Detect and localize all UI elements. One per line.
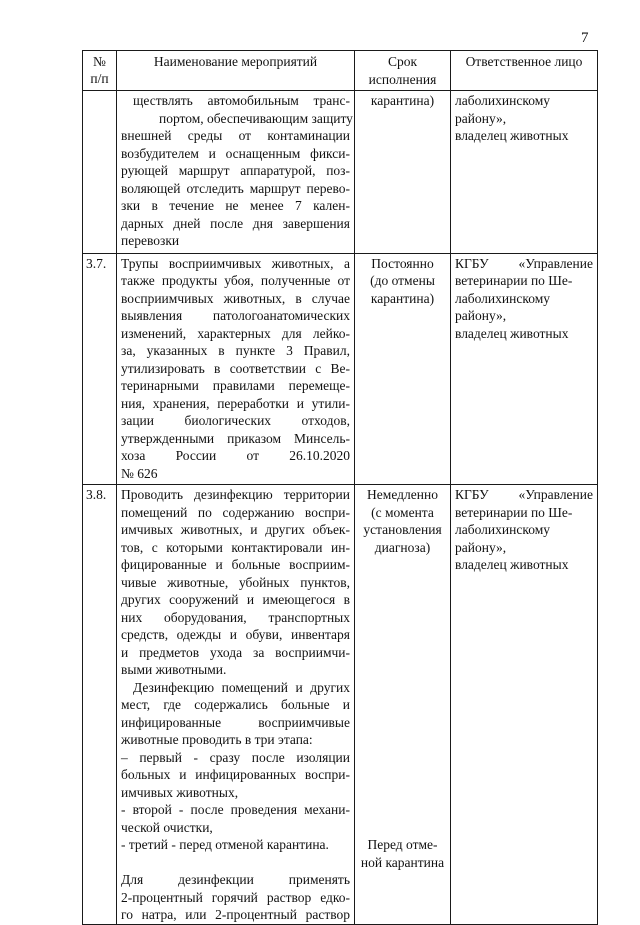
action-line: восприимчивых животных, в случае (121, 290, 350, 306)
action-line: выми животными. (121, 662, 227, 677)
responsible-cell (451, 485, 598, 925)
term-line: (до отмены (370, 273, 435, 288)
action-line: изменений, характерных для лейко- (121, 325, 350, 341)
action-line: за, указанных в пункте 3 Правил, (121, 343, 350, 358)
action-line: средств, одежды и обуви, инвентаря (121, 627, 350, 642)
term-line: Немедленно (367, 487, 438, 502)
action-line: инфицированные восприимчивые (121, 714, 350, 730)
header-term (355, 51, 451, 91)
responsible-line: лаболихинскому (455, 93, 550, 108)
action-line: го натра, или 2-процентный раствор (121, 907, 350, 922)
action-line: возбудителем и оснащенным фикси- (121, 145, 350, 161)
action-line: воляющей отследить маршрут перево- (121, 180, 350, 196)
header-num-line: п/п (90, 71, 109, 86)
action-line: - третий - перед отменой карантина. (121, 837, 329, 852)
action-cell (117, 253, 355, 485)
measures-table (82, 50, 598, 925)
action-line: помещений по содержанию воспри- (121, 504, 350, 520)
action-line: тов, с которыми контактировали ин- (121, 539, 350, 555)
action-line: рующей маршрут аппаратурой, поз- (121, 163, 350, 178)
table-row (83, 91, 598, 254)
action-line: портом, обеспечивающим защиту (159, 110, 353, 126)
blank-line (121, 854, 350, 872)
row-number (83, 91, 117, 254)
action-line: зки в течение не менее 7 кален- (121, 198, 350, 213)
action-line: зации биологических отходов, (121, 413, 350, 428)
term-line: диагноза) (374, 539, 431, 555)
header-term-line: Срок (387, 54, 418, 69)
action-line: Дезинфекцию помещений и других (133, 679, 350, 695)
term-spacer (359, 556, 446, 836)
responsible-line: району», (455, 110, 507, 126)
action-line: теринарными правилами перемеще- (121, 378, 350, 393)
action-line: них оборудования, транспортных (121, 609, 350, 625)
action-line: животные проводить в три этапа: (121, 732, 313, 747)
action-line: больных и инфицированных воспри- (121, 767, 350, 782)
responsible-cell (451, 253, 598, 485)
responsible-line: владелец животных (455, 557, 569, 572)
action-line: имчивых животных, и других объек- (121, 522, 350, 537)
responsible-cell (451, 91, 598, 254)
action-line: ществлять автомобильным транс- (133, 93, 350, 108)
action-line: Трупы восприимчивых животных, а (121, 255, 350, 271)
responsible-line: владелец животных (455, 325, 569, 341)
header-term-line: исполнения (368, 71, 437, 87)
term-cell (355, 253, 451, 485)
action-line: - второй - после проведения механи- (121, 802, 350, 817)
table-header-row (83, 51, 598, 91)
term-cell (355, 91, 451, 254)
action-line: фицированные и больные восприим- (121, 557, 350, 572)
term-line: ной карантина (360, 854, 445, 870)
header-num (83, 51, 117, 91)
action-line: утвержденными приказом Минсель- (121, 430, 350, 446)
responsible-line: владелец животных (455, 128, 569, 143)
row-number: 3.8. (83, 485, 117, 925)
term-line: Перед отме- (367, 837, 438, 852)
action-cell (117, 485, 355, 925)
responsible-line: ветеринарии по Ше- (455, 273, 573, 288)
action-line: № 626 (121, 465, 158, 481)
action-line: мест, где содержались больные и (121, 697, 350, 712)
header-num-line: № (93, 54, 106, 69)
header-action: Наименование мероприятий (117, 51, 355, 91)
responsible-line: району», (455, 539, 507, 555)
action-line: и предметов ухода за восприимчи- (121, 644, 350, 660)
header-responsible: Ответственное лицо (451, 51, 598, 91)
action-line: Для дезинфекции применять (121, 872, 350, 887)
responsible-line: лаболихинскому (455, 522, 550, 537)
page-number: 7 (581, 30, 589, 46)
action-line: дарных дней после дня завершения (121, 215, 350, 231)
responsible-line: КГБУ «Управление (455, 255, 593, 271)
responsible-line: лаболихинскому (455, 290, 550, 306)
term-line: карантина) (370, 93, 435, 108)
term-line: Постоянно (371, 255, 434, 271)
action-line: хоза России от 26.10.2020 (121, 448, 350, 463)
action-line: других сооружений и имеющегося в (121, 592, 350, 607)
action-line: чивые животные, убойных пунктов, (121, 574, 350, 590)
term-line: карантина) (370, 290, 435, 306)
responsible-line: району», (455, 308, 507, 323)
action-line: также продукты убоя, полученные от (121, 273, 350, 288)
action-line: Проводить дезинфекцию территории (121, 487, 350, 502)
responsible-line: КГБУ «Управление (455, 487, 593, 502)
action-cell (117, 91, 355, 254)
action-line: ния, хранения, переработки и утили- (121, 395, 350, 411)
table-row (83, 485, 598, 925)
action-line: ческой очистки, (121, 819, 213, 835)
table-row (83, 253, 598, 485)
term-cell (355, 485, 451, 925)
action-line: внешней среды от контаминации (121, 128, 350, 143)
action-line: перевозки (121, 233, 180, 248)
term-line: установления (363, 522, 442, 537)
action-line: имчивых животных, (121, 784, 239, 800)
action-line: – первый - сразу после изоляции (121, 749, 350, 765)
action-line: утилизировать в соответствии с Ве- (121, 360, 350, 376)
responsible-line: ветеринарии по Ше- (455, 504, 573, 520)
action-line: 2-процентный горячий раствор едко- (121, 889, 350, 905)
action-line: выявления патологоанатомических (121, 308, 350, 323)
row-number: 3.7. (83, 253, 117, 485)
term-line: (с момента (371, 504, 434, 520)
